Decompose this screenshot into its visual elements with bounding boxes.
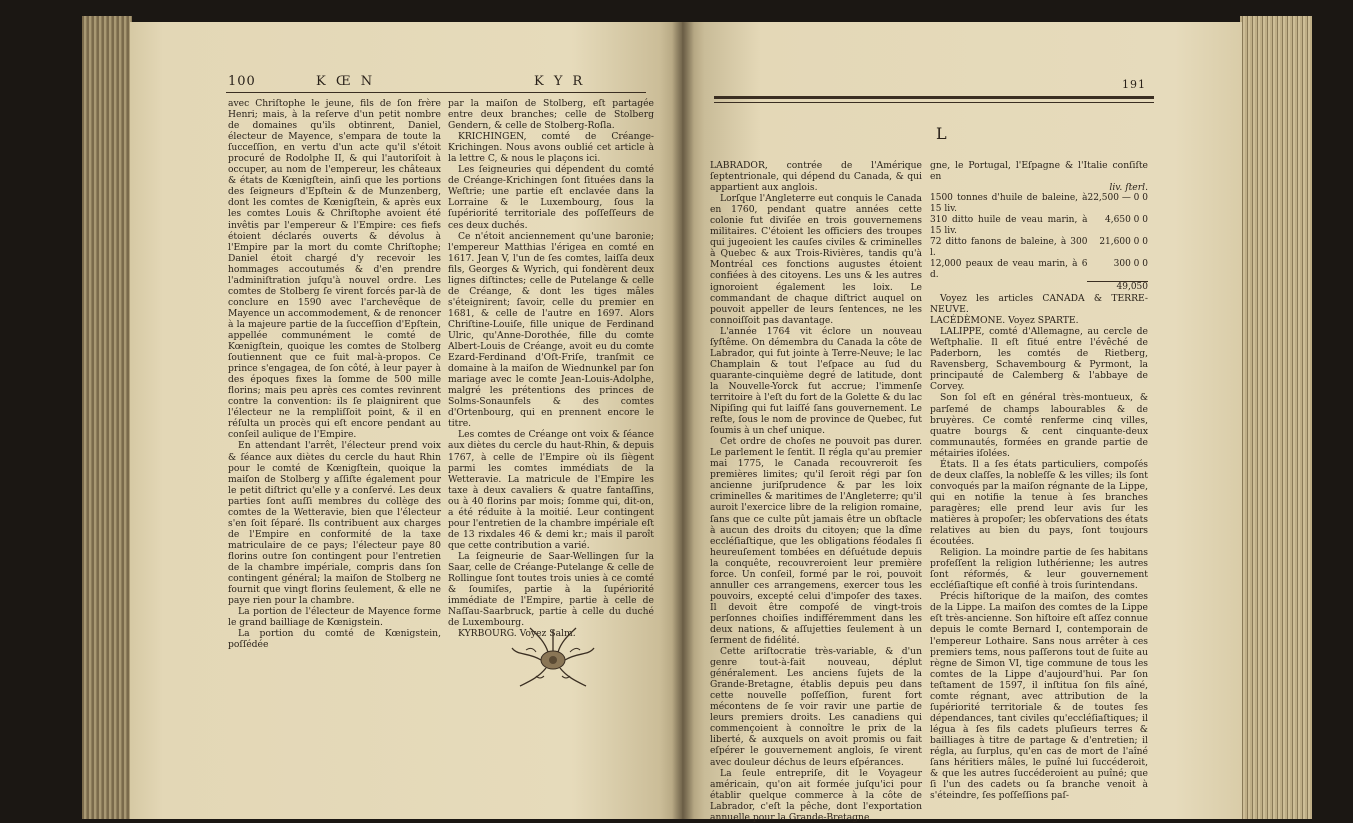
running-head-left: K Œ N (316, 74, 376, 89)
entry-lacedemone: LACÉDÈMONE. Voyez SPARTE. (930, 315, 1079, 327)
paragraph: par la maiſon de Stolberg, eſt partagée entre deux branches; celle de Stolberg Gendern, & celle de Stolberg-Roſla. (448, 98, 654, 132)
entry-krichingen: KRICHINGEN, comté de Créange-Krichingen. Nous avons oublié cet article à la lettre C, & nous le plaçons ici. (448, 131, 654, 165)
paragraph: La ſeigneurie de Saar-Wellingen ſur la Saar, celle de Créange-Putelange & celle de Rollingue ſont toutes trois unies à ce comté & ſoumiſes, partie à la ſupériorité immédiate de l'Empire, partie à celle de Naſſau-Saarbruck, partie à celle du duché de Luxembourg. (448, 550, 654, 629)
right-page (682, 22, 1242, 823)
header-thin-rule (714, 102, 1154, 103)
floral-ornament-icon (508, 622, 598, 692)
entry-kyrbourg: KYRBOURG. Voyez Salm. (458, 628, 576, 640)
paragraph: Cet ordre de choſes ne pouvoit pas durer. Le parlement le ſentit. Il régla qu'au premier mai 1775, le Canada recouvreroit ſes premières limites; qu'il ſeroit régi par ſon ancienne juriſprudence & par les loix criminelles & maritimes de l'Angleterre; qu'il auroit l'exercice libre de la religion romaine, ſans que ce culte pût jamais être un obſtacle à aucun des droits du citoyen; que la dîme eccléſiaſtique, que les obligations féodales ſi heureuſement tombées en déſuétude depuis la conquête, recouvreroient leur première force. Un conſeil, formé par le roi, pouvoit annuller ces arrangemens, exercer tous les pouvoirs, excepté celui d'impoſer des taxes. Il devoit être compoſé de vingt-trois perſonnes choiſies indifféremment dans les deux nations, & aſſujetties ſeulement à un ſerment de fidélité. (710, 436, 922, 647)
paragraph: Cette ariſtocratie très-variable, & d'un genre tout-à-fait nouveau, déplut généralement. Les anciens ſujets de la Grande-Bretagne, établis depuis peu dans cette nouvelle poſſeſſion, furent fort mécontens de ſe voir ravir une partie de leurs premiers droits. Les canadiens qui commençoient à connoître le prix de la liberté, & auxquels on avoit promis ou fait eſpérer le gouvernement anglois, ſe virent avec douleur déchus de leurs eſpérances. (710, 646, 922, 768)
left-column-1 (228, 98, 441, 814)
page-number: 191 (1122, 78, 1146, 91)
table-row (930, 237, 1148, 259)
table-cell-value: 300 0 0 (1113, 259, 1148, 270)
paragraph: En attendant l'arrêt, l'électeur prend voix & ſéance aux diètes du cercle du haut Rhin pour le comté de Kœnigſtein, quoique la maiſon de Stolberg y aſſiſte également pour le petit diſtrict qu'elle y a conſervé. Les deux parties ſont auſſi membres du collège des comtes de la Wetteravie, bien que l'électeur s'en ſoit ſéparé. Ils contribuent aux charges de l'Empire en conformité de la taxe matriculaire de ce pays; l'électeur paye 80 florins outre ſon contingent pour l'entretien de la chambre impériale, compris dans ſon contingent général; la maiſon de Stolberg ne fournit que vingt florins ſeulement, & elle ne paye rien pour la chambre. (228, 440, 441, 607)
table-cell-item: 72 ditto fanons de baleine, à 300 l. (930, 237, 1088, 259)
table-unit-header: liv. ſterl. (1109, 182, 1148, 194)
page-edges-left (82, 16, 132, 819)
entry-labrador: LABRADOR, contrée de l'Amérique ſeptentrionale, qui dépend du Canada, & qui appartient aux anglois. (710, 160, 922, 194)
table-cell-item: 1500 tonnes d'huile de baleine, à 15 liv. (930, 193, 1088, 215)
paragraph: avec Chriſtophe le jeune, fils de ſon frère Henri; mais, à la reſerve d'un petit nombre de domaines qu'ils obtinrent, Daniel, électeur de Mayence, s'empara de toute la ſucceſſion, en vertu d'un acte qu'il s'étoit procuré de Rodolphe II, & qui l'autoriſoit à occuper, au nom de l'empereur, les châteaux & états de Kœnigſtein, ainſi que les portions des ſeigneurs d'Epſtein & de Munzenberg, dont les comtes de Kœnigſtein, & après eux les comtes Louis & Chriſtophe avoient été invêtis par l'empereur & l'Empire: ces fiefs étoient déclarés ouverts & dévolus à l'Empire par la mort du comte Chriſtophe; Daniel étoit chargé d'y recevoir les hommages accoutumés & d'en prendre l'adminiſtration juſqu'à nouvel ordre. Les comtes de Stolberg ſe virent forcés par-là de conclure en 1590 avec l'archevêque de Mayence un accommodement, & de renoncer à la majeure partie de la ſucceſſion d'Epſtein, appellée communément le comté de Kœnigſtein, quoique les comtes de Stolberg ſoutiennent que ce fuit mal-à-propos. Ce prince s'engagea, de ſon côté, à leur payer à des époques fixes la ſomme de 500 mille florins; mais peu après ces comtes revinrent contre la convention: ils ſe plaignirent que l'électeur ne la rempliſſoit point, & il en réſulta un procès qui eſt encore pendant au conſeil aulique de l'Empire. (228, 98, 441, 441)
paragraph: Son ſol eſt en général très-montueux, & parſemé de champs labourables & de bruyères. Ce comté renferme cinq villes, quatre bourgs & cent cinquante-deux communautés, formées en grande partie de métairies iſolées. (930, 392, 1148, 459)
left-column-2 (448, 98, 654, 640)
table-row (930, 259, 1148, 281)
paragraph: La portion du comté de Kœnigstein, poſſédée (228, 628, 441, 651)
running-head-right: K Y R (534, 74, 586, 89)
table-cell-value: 4,650 0 0 (1105, 215, 1148, 226)
paragraph: La portion de l'électeur de Mayence forme le grand bailliage de Kœnigstein. (228, 606, 441, 629)
page-number: 100 (228, 74, 256, 89)
paragraph: Ce n'étoit anciennement qu'une baronie; l'empereur Matthias l'érigea en comté en 1617. Jean V, l'un de ſes comtes, laiſſa deux fils, Georges & Wyrich, qui fondèrent deux lignes diſtinctes; celle de Putelange & celle de Créange, & dont les tiges mâles s'éteignirent; ſavoir, celle du premier en 1681, & celle de l'autre en 1697. Alors Chriſtine-Louiſe, fille unique de Ferdinand Ulric, qu'Anne-Dorothée, fille du comte Albert-Louis de Créange, avoit eu du comte Ezard-Ferdinand d'Oſt-Friſe, tranſmit ce domaine à la maiſon de Wiednunkel par ſon mariage avec le comte Jean-Louis-Adolphe, malgré les prétentions des princes de Solms-Sonaunfels & des comtes d'Ortenbourg, qui en prennent encore le titre. (448, 230, 654, 430)
section-letter: L (936, 124, 947, 143)
paragraph: États. Il a ſes états particuliers, compoſés de deux claſſes, la nobleſſe & les villes; ils ſont convoqués par la maiſon régnante de la Lippe, qui en notifie la tenue à ſes branches paragères; elle prend leur avis ſur les matières à propoſer; les obſervations des états relatives au bien du pays, ſont toujours écoutées. (930, 458, 1148, 548)
paragraph: Religion. La moindre partie de ſes habitans profeſſent la religion luthérienne; les autres ſont réformés, & leur gouvernement eccléſiaſtique eſt confié à trois ſurintendans. (930, 547, 1148, 592)
right-column-2 (930, 160, 1148, 812)
table-row (930, 215, 1148, 237)
table-total: 49,050 (1087, 282, 1148, 294)
paragraph: Lorſque l'Angleterre eut conquis le Canada en 1760, pendant quatre années cette colonie fut diviſée en trois gouvernemens militaires. C'étoient les officiers des troupes qui jugeoient les cauſes civiles & criminelles à Quebec & aux Trois-Rivières, tandis qu'à Montréal ces fonctions augustes étoient confiées à des citoyens. Les uns & les autres ignoroient également les loix. Le commandant de chaque diſtrict auquel on pouvoit appeller de leurs ſentences, ne les connoiſſoit pas davantage. (710, 193, 922, 326)
table-row (930, 193, 1148, 215)
paragraph: Précis hiſtorique de la maiſon, des comtes de la Lippe. La maiſon des comtes de la Lippe eſt très-ancienne. Son hiſtoire eſt aſſez connue depuis le comte Bernard I, contemporain de l'empereur Lothaire. Sans nous arrêter à ces premiers tems, nous paſſerons tout de ſuite au règne de Simon VI, tige commune de tous les comtes de la Lippe d'aujourd'hui. Par ſon teſtament de 1597, il inſtitua ſon fils aîné, comte régnant, avec attribution de la ſupériorité territoriale & de toutes ſes dépendances, tant civiles qu'eccléſiaſtiques; il légua à ſes fils cadets pluſieurs terres & bailliages à titre de partage & d'entretien; il régla, au ſurplus, qu'en cas de mort de l'aîné ſans héritiers mâles, le puîné lui ſuccéderoit, & que les autres ſuccéderoient au puîné; que ſi l'un des cadets ou ſa branche venoit à s'éteindre, ſes poſſeſſions paſ- (930, 591, 1148, 802)
entry-lalippe: LALIPPE, comté d'Allemagne, au cercle de Weſtphalie. Il eſt ſitué entre l'évêché de Paderborn, les comtés de Rietberg, Ravensberg, Schavembourg & Pyrmont, la principauté de Calemberg & l'abbaye de Corvey. (930, 326, 1148, 393)
paragraph: L'année 1764 vit éclore un nouveau ſyſtême. On démembra du Canada la côte de Labrador, qui fut jointe à Terre-Neuve; le lac Champlain & tout l'eſpace au ſud du quarante-cinquième degré de latitude, dont la Nouvelle-Yorck fut accrue; l'immenſe territoire à l'eſt du fort de la Golette & du lac Nipiſing qui fut laiſſé ſans gouvernement. Le reſte, ſous le nom de province de Quebec, fut ſoumis à un chef unique. (710, 325, 922, 437)
page-edges-right (1240, 16, 1312, 819)
paragraph: gne, le Portugal, l'Eſpagne & l'Italie conſiſte en (930, 160, 1148, 183)
paragraph: Voyez les articles CANADA & TERRE-NEUVE. (930, 293, 1148, 316)
export-table (930, 193, 1148, 293)
table-cell-item: 12,000 peaux de veau marin, à 6 d. (930, 259, 1088, 281)
left-page (130, 22, 682, 819)
header-double-rule (714, 96, 1154, 99)
paragraph: Les ſeigneuries qui dépendent du comté de Créange-Krichingen ſont ſituées dans la Weſtrie; une partie eſt enclavée dans la Lorraine & le Luxembourg, ſous la ſupériorité territoriale des poſſeſſeurs de ces deux duchés. (448, 164, 654, 231)
right-column-1 (710, 160, 922, 823)
book-gutter (672, 22, 694, 819)
table-cell-value: 22,500 — 0 0 (1087, 193, 1148, 204)
paragraph: Les comtes de Créange ont voix & ſéance aux diètes du cercle du haut-Rhin, & depuis 1767, à celle de l'Empire où ils ſiègent parmi les comtes immédiats de la Wetteravie. La matricule de l'Empire les taxe à deux cavaliers & quatre fantaſſins, ou à 40 florins par mois; ſomme qui, dit-on, a été réduite à la moitié. Leur contingent pour l'entretien de la chambre impériale eſt de 13 rixdales 46 & demi kr.; mais il paroît que cette contribution a varié. (448, 429, 654, 551)
table-total-row (930, 282, 1148, 294)
header-rule (226, 92, 646, 93)
table-cell-item: 310 ditto huile de veau marin, à 15 liv. (930, 215, 1088, 237)
paragraph: La ſeule entrepriſe, dit le Voyageur américain, qu'on ait formée juſqu'ici pour établir quelque commerce à la côte de Labrador, c'eſt la pêche, dont l'exportation annuelle pour la Grande-Bretagne (710, 767, 922, 823)
table-cell-value: 21,600 0 0 (1099, 237, 1148, 248)
